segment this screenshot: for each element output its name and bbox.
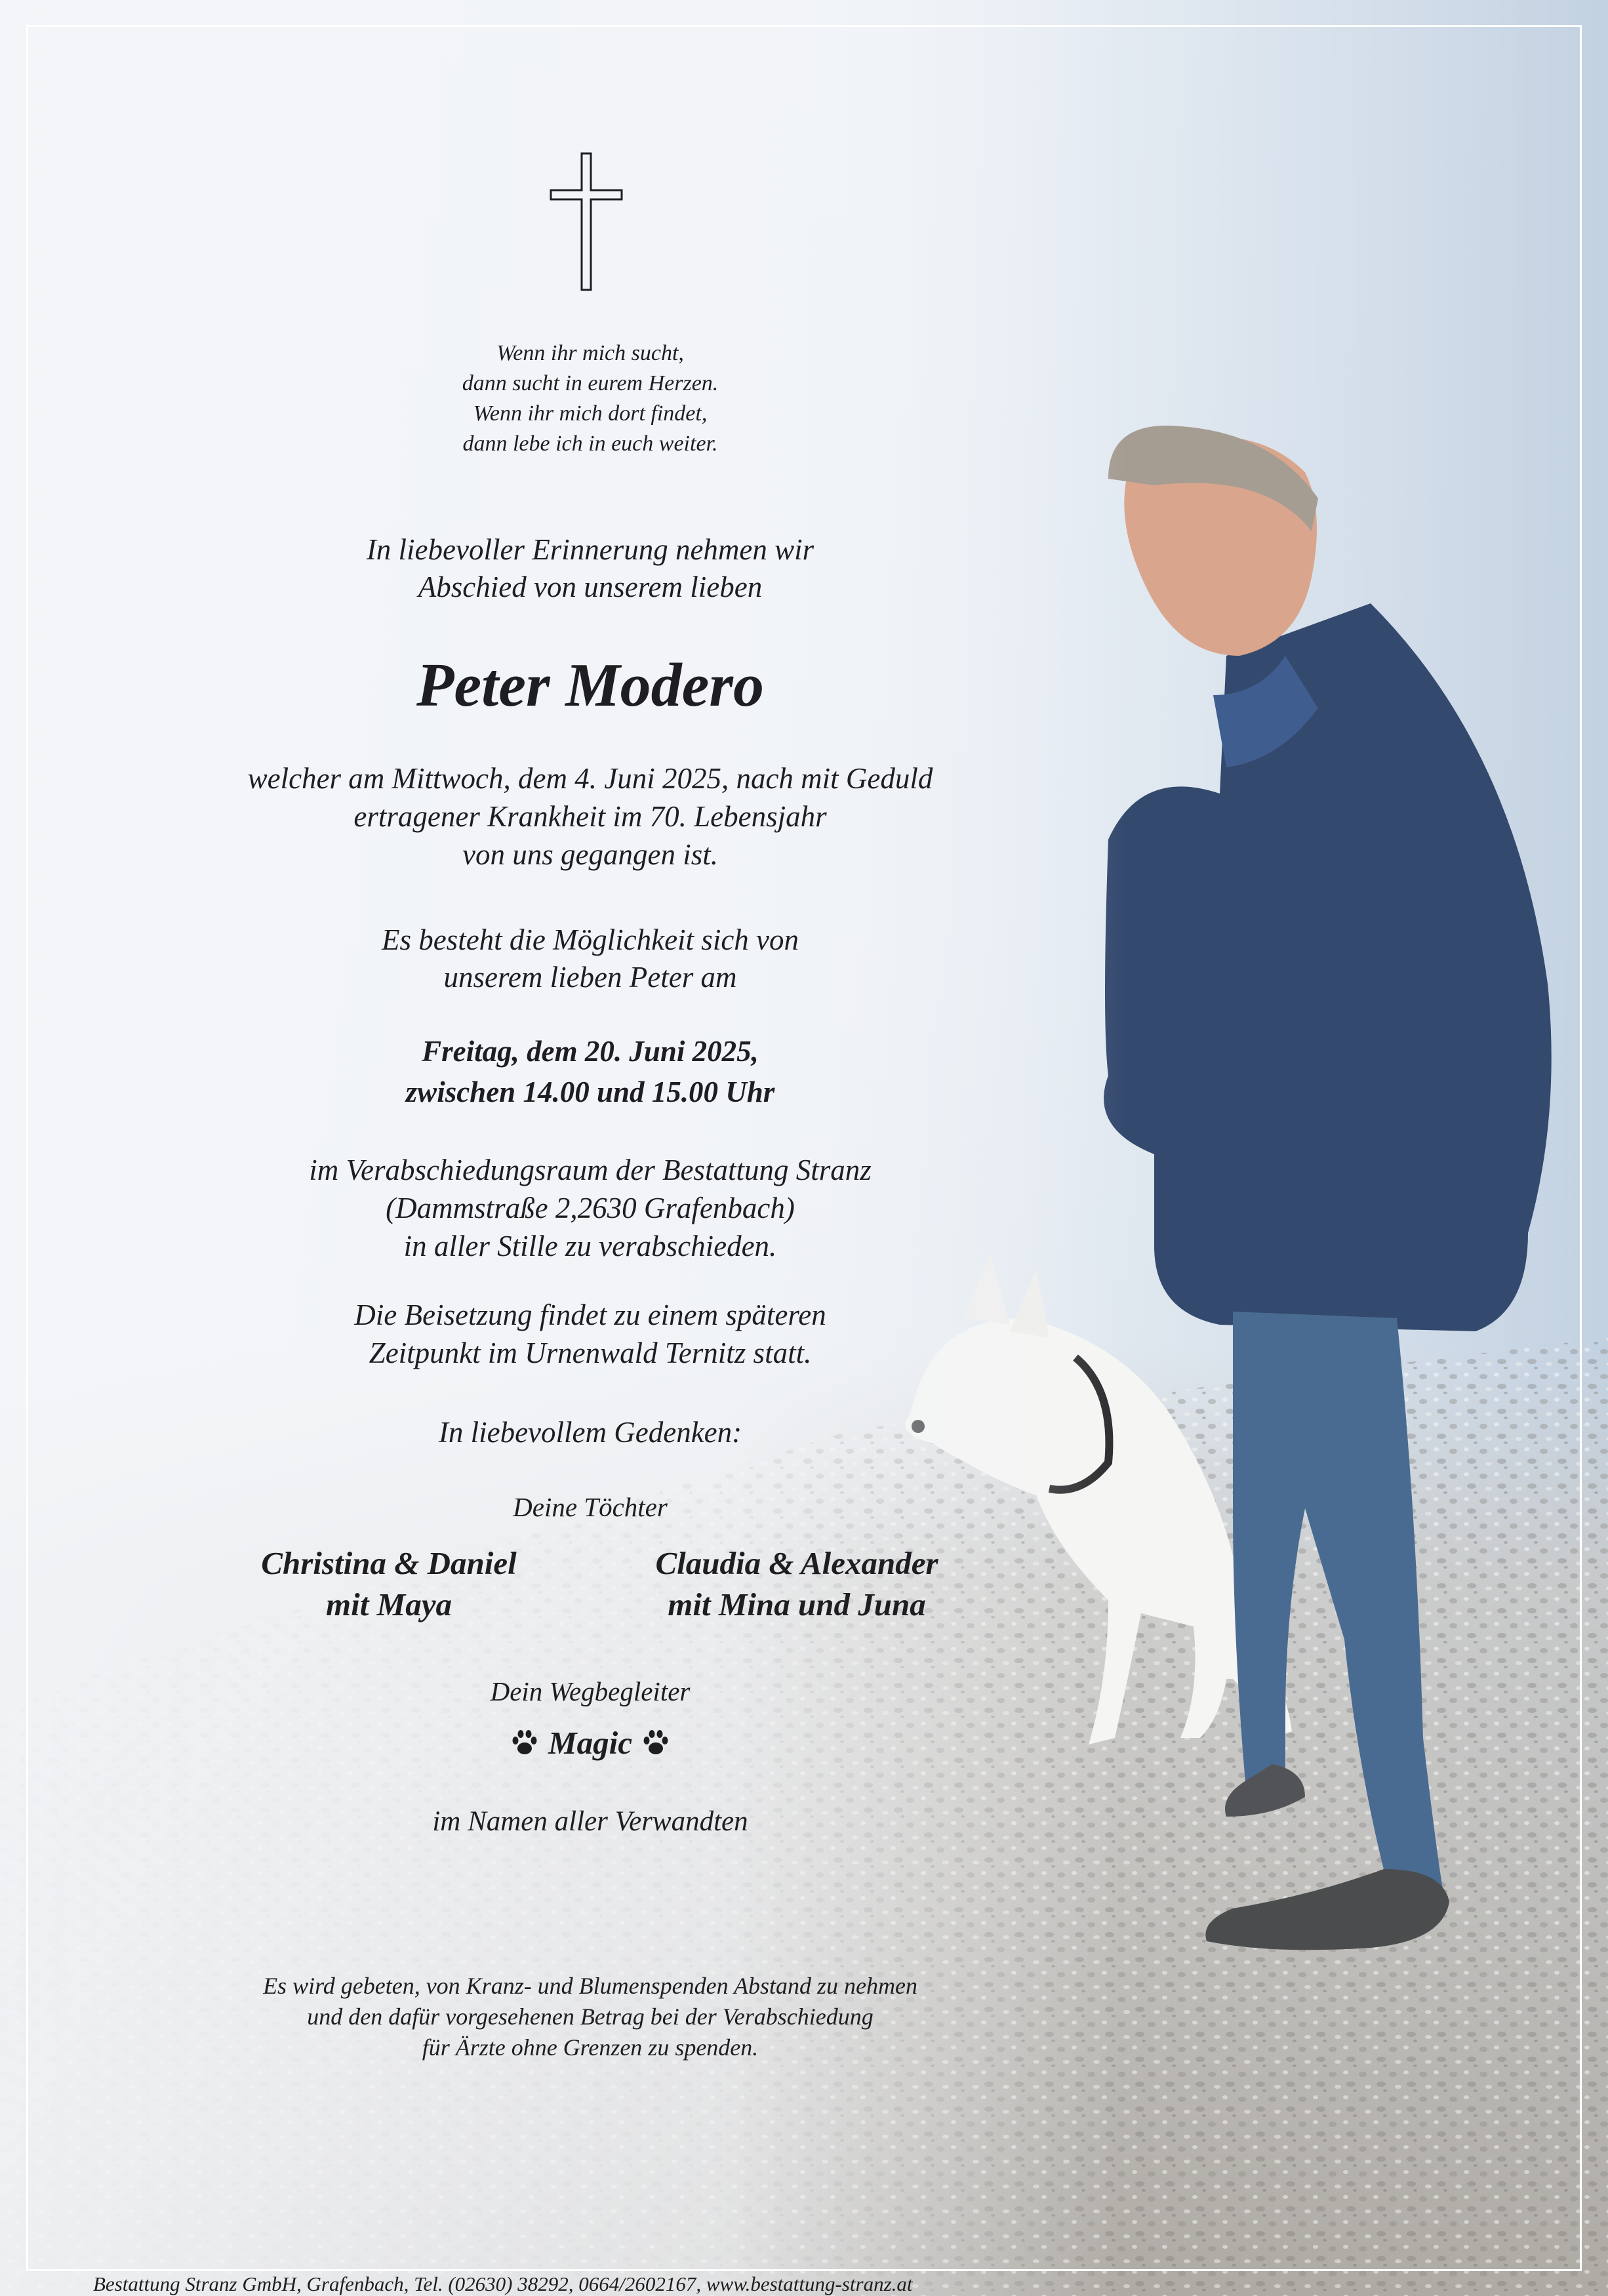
intro-line: In liebevoller Erinnerung nehmen wir [366, 533, 814, 566]
death-notice-line: welcher am Mittwoch, dem 4. Juni 2025, nach mit Geduld [247, 762, 933, 795]
burial-notice [98, 1296, 1082, 1372]
funeral-home-footer: Bestattung Stranz GmbH, Grafenbach, Tel. (02630) 38292, 0664/2602167, www.bestattung-stranz.at [93, 2272, 913, 2295]
poem-line: dann sucht in eurem Herzen. [462, 371, 719, 395]
family-children: mit Maya [326, 1586, 452, 1622]
farewell-time: zwischen 14.00 und 15.00 Uhr [405, 1076, 775, 1108]
paw-print-icon [510, 1729, 539, 1758]
relatives-line: im Namen aller Verwandten [432, 1806, 748, 1837]
latin-cross-icon [550, 152, 623, 291]
daughters-label: Deine Töchter [513, 1492, 668, 1522]
family-names: Claudia & Alexander [655, 1545, 938, 1581]
farewell-intro-line: Es besteht die Möglichkeit sich von [381, 923, 799, 956]
intro-line: Abschied von unserem lieben [418, 571, 763, 603]
farewell-place-line: in aller Stille zu verabschieden. [403, 1230, 777, 1262]
donation-request-line: und den dafür vorgesehenen Betrag bei der Verabschiedung [307, 2004, 874, 2030]
farewell-address: (Dammstraße 2,2630 Grafenbach) [386, 1192, 795, 1224]
family-children: mit Mina und Juna [668, 1586, 926, 1622]
donation-request-line: für Ärzte ohne Grenzen zu spenden. [422, 2034, 759, 2061]
family-group [186, 1542, 592, 1625]
burial-line: Die Beisetzung findet zu einem späteren [354, 1299, 826, 1331]
burial-line: Zeitpunkt im Urnenwald Ternitz statt. [369, 1337, 812, 1369]
donation-request [98, 1971, 1082, 2063]
companion-name: Magic [548, 1725, 632, 1761]
companion-label: Dein Wegbegleiter [490, 1676, 691, 1706]
intro-text [98, 531, 1082, 606]
death-notice-line: von uns gegangen ist. [462, 838, 718, 871]
poem [98, 338, 1082, 459]
farewell-date: Freitag, dem 20. Juni 2025, [422, 1035, 759, 1068]
poem-line: Wenn ihr mich sucht, [496, 341, 684, 365]
deceased-name: Peter Modero [416, 651, 764, 719]
companion [98, 1723, 1082, 1763]
family-names: Christina & Daniel [261, 1545, 517, 1581]
poem-line: Wenn ihr mich dort findet, [473, 401, 708, 426]
farewell-place [98, 1151, 1082, 1265]
farewell-intro [98, 921, 1082, 996]
in-memory-heading: In liebevollem Gedenken: [438, 1416, 742, 1449]
poem-line: dann lebe ich in euch weiter. [462, 432, 718, 456]
paw-print-icon [641, 1729, 670, 1758]
death-notice [98, 759, 1082, 874]
donation-request-line: Es wird gebeten, von Kranz- und Blumenspenden Abstand zu nehmen [263, 1973, 917, 1999]
farewell-datetime [98, 1031, 1082, 1112]
farewell-intro-line: unserem lieben Peter am [443, 961, 737, 994]
death-notice-line: ertragener Krankheit im 70. Lebensjahr [353, 800, 827, 833]
family-group [593, 1542, 1000, 1625]
farewell-place-line: im Verabschiedungsraum der Bestattung Stranz [309, 1154, 872, 1186]
